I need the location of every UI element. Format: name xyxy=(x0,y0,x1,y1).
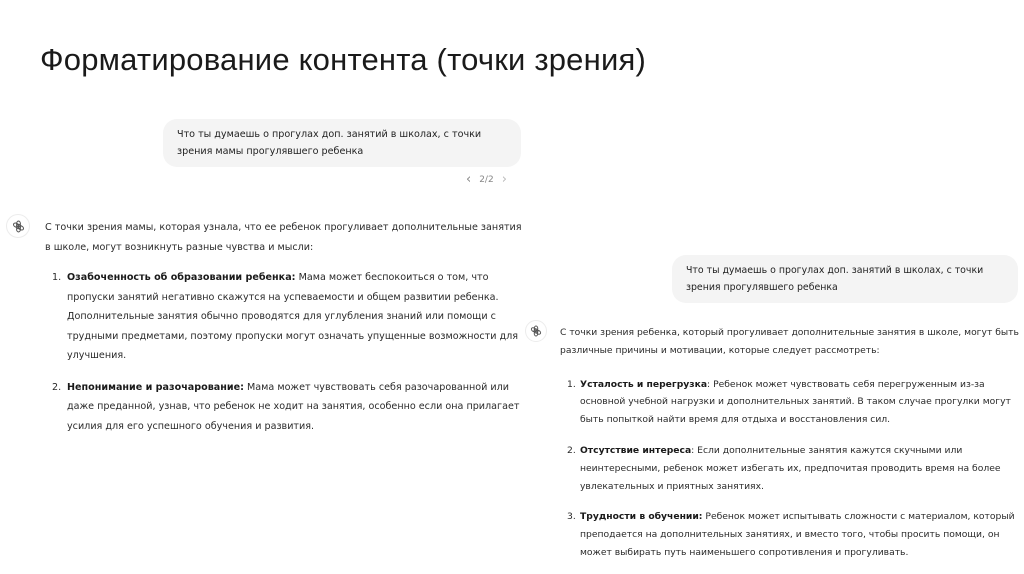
item-heading: Трудности в обучении: xyxy=(580,511,703,523)
openai-logo-icon xyxy=(6,214,30,238)
item-text: Ребенок может испытывать сложности с материалом, который преподается на дополнительных занятиях, и вместо того, чтобы просить помощи, он может выбирать путь наименьшего сопротивления и прогуливать. xyxy=(580,511,1015,558)
list-number: 1. xyxy=(567,378,576,390)
assistant-response xyxy=(560,324,1020,562)
chevron-right-icon[interactable]: › xyxy=(501,172,507,187)
slide-title: Форматирование контента (точки зрения) xyxy=(40,42,646,77)
list-number: 1. xyxy=(52,272,62,283)
assistant-response xyxy=(45,218,523,436)
user-message-text: Что ты думаешь о прогулах доп. занятий в школах, с точки зрения прогулявшего ребенка xyxy=(686,265,984,293)
item-text: Мама может чувствовать себя разочарованной или даже преданной, узнав, что ребенок не ходит на занятия, особенно если она прилагает усилия для его успешного обучения и развития. xyxy=(67,381,520,432)
pager-label: 2/2 xyxy=(479,174,494,185)
list-number: 2. xyxy=(52,381,62,393)
list-item xyxy=(45,268,523,366)
response-list xyxy=(560,376,1020,562)
response-list xyxy=(45,268,523,436)
list-item xyxy=(560,376,1020,429)
user-message-text: Что ты думаешь о прогулах доп. занятий в школах, с точки зрения мамы прогулявшего ребенка xyxy=(177,129,482,157)
chevron-left-icon[interactable]: ‹ xyxy=(466,172,472,187)
user-message-bubble xyxy=(672,255,1018,303)
openai-logo-icon xyxy=(530,325,542,337)
response-pager xyxy=(466,172,507,187)
item-text: : Ребенок может чувствовать себя перегруженным из-за основной учебной нагрузки и дополнительных занятий. В таком случае прогулки могут быть попыткой найти время для отдыха и восстановления сил. xyxy=(580,378,1011,426)
list-item xyxy=(560,442,1020,495)
openai-logo-icon xyxy=(12,220,25,233)
item-heading: Непонимание и разочарование: xyxy=(67,381,244,393)
item-text: Мама может беспокоиться о том, что пропуски занятий негативно скажутся на успеваемости и общем развитии ребенка. Дополнительные занятия обычно проводятся для углубления знаний или помощи с трудными предметами, поэтому пропуски могут означать упущенные возможности для улучшения. xyxy=(67,272,519,361)
item-text: : Если дополнительные занятия кажутся скучными или неинтересными, ребенок может избегать их, предпочитая проводить время на более увлекательных и приятных занятиях. xyxy=(580,444,1001,492)
item-heading: Усталость и перегрузка xyxy=(580,378,708,390)
list-item xyxy=(45,378,523,437)
openai-logo-icon xyxy=(525,320,547,342)
response-intro: С точки зрения мамы, которая узнала, что ее ребенок прогуливает дополнительные занятия в школе, могут возникнуть разные чувства и мысли: xyxy=(45,222,522,253)
user-message-bubble xyxy=(163,119,521,167)
list-item xyxy=(560,508,1020,561)
list-number: 3. xyxy=(567,511,576,523)
response-intro: С точки зрения ребенка, который прогуливает дополнительные занятия в школе, могут быть различные причины и мотивации, которые следует рассмотреть: xyxy=(560,327,1019,356)
list-number: 2. xyxy=(567,444,576,456)
item-heading: Отсутствие интереса xyxy=(580,444,692,456)
item-heading: Озабоченность об образовании ребенка: xyxy=(67,272,296,283)
